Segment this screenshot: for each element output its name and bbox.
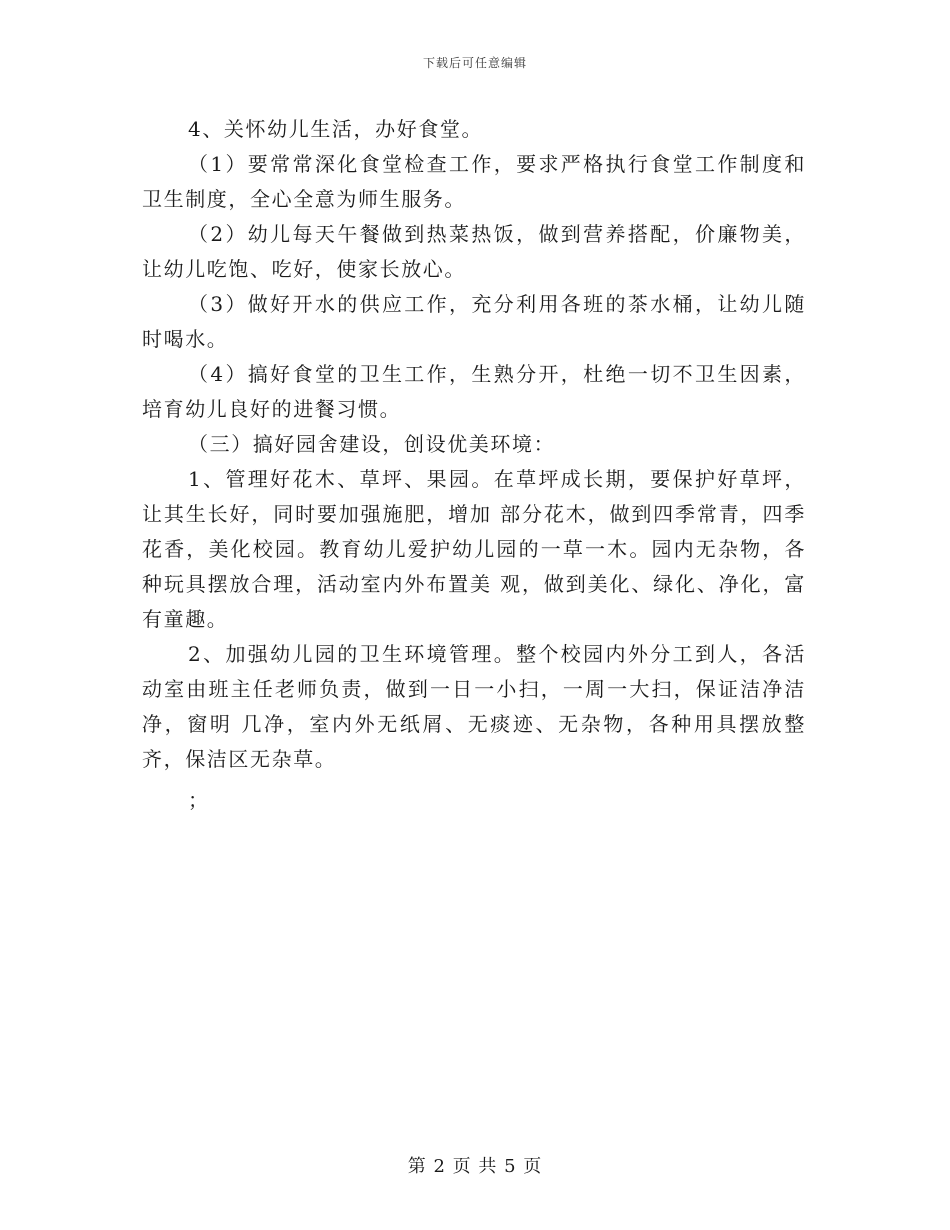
paragraph-canteen-item-2: （2）幼儿每天午餐做到热菜热饭，做到营养搭配，价廉物美，让幼儿吃饱、吃好，使家长放心。: [142, 222, 806, 281]
trailing-semicolon: ；: [188, 788, 208, 812]
paragraph-section-three-heading: （三）搞好园舍建设，创设优美环境：: [188, 432, 556, 456]
page-number-footer: 第 2 页 共 5 页: [407, 1156, 543, 1177]
paragraph-canteen-heading: 4、关怀幼儿生活，办好食堂。: [188, 117, 484, 141]
paragraph-canteen-item-4: （4）搞好食堂的卫生工作，生熟分开，杜绝一切不卫生因素，培育幼儿良好的进餐习惯。: [142, 362, 806, 421]
header-note: 下载后可任意编辑: [422, 56, 527, 70]
document-body: [142, 112, 806, 818]
paragraph-canteen-item-1: （1）要常常深化食堂检查工作，要求严格执行食堂工作制度和卫生制度，全心全意为师生服务。: [142, 152, 806, 211]
paragraph-greenery-management: 1、管理好花木、草坪、果园。在草坪成长期，要保护好草坪，让其生长好，同时要加强施肥，增加 部分花木，做到四季常青，四季花香，美化校园。教育幼儿爱护幼儿园的一草一木。园内无杂物，各种玩具摆放合理，活动室内外布置美 观，做到美化、绿化、净化，富有童趣。: [142, 467, 806, 631]
paragraph-canteen-item-3: （3）做好开水的供应工作，充分利用各班的茶水桶，让幼儿随时喝水。: [142, 292, 806, 351]
paragraph-hygiene-management: 2、加强幼儿园的卫生环境管理。整个校园内外分工到人，各活动室由班主任老师负责，做到一日一小扫，一周一大扫，保证洁净洁净，窗明 几净，室内外无纸屑、无痰迹、无杂物，各种用具摆放整齐，保洁区无杂草。: [142, 642, 806, 771]
